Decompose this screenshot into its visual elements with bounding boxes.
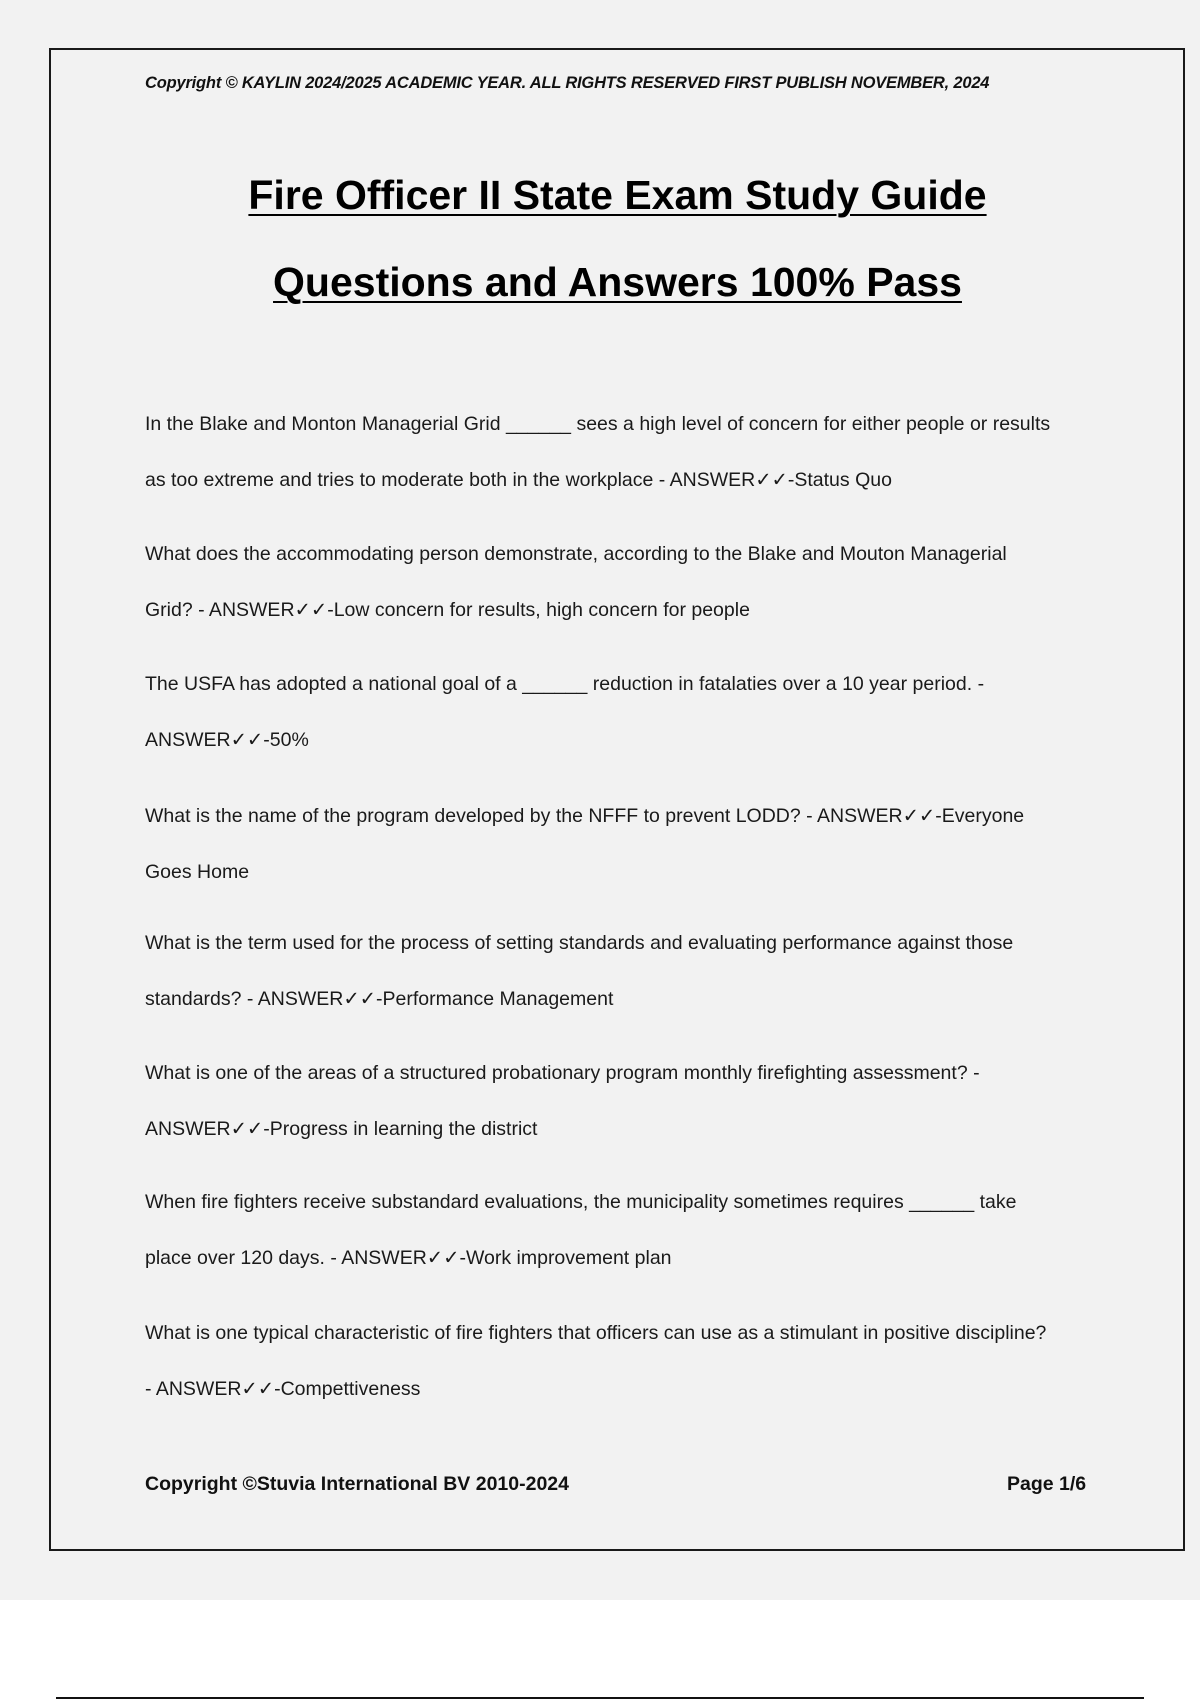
question-text: What is the name of the program developed by the NFFF to prevent LODD? - ANSWER✓✓-Everyone [145,805,1025,827]
page-number: Page 1/6 [1007,1473,1087,1495]
answer-text: Grid? - ANSWER✓✓-Low concern for results, high concern for people [145,599,750,621]
footer-copyright: Copyright ©Stuvia International BV 2010-2024 [145,1473,569,1495]
answer-text: as too extreme and tries to moderate both in the workplace - ANSWER✓✓-Status Quo [145,469,892,491]
answer-text: Goes Home [145,861,250,883]
answer-text: - ANSWER✓✓-Compettiveness [145,1378,421,1400]
header-copyright: Copyright © KAYLIN 2024/2025 ACADEMIC YEAR. ALL RIGHTS RESERVED FIRST PUBLISH NOVEMBER, 2024 [145,74,990,92]
question-text: What is one of the areas of a structured probationary program monthly firefighting assessment? - [145,1062,980,1084]
answer-text: ANSWER✓✓-50% [145,729,309,751]
next-page-rule [56,1697,1144,1699]
question-text: What does the accommodating person demonstrate, according to the Blake and Mouton Managerial [145,543,1007,565]
answer-text: place over 120 days. - ANSWER✓✓-Work improvement plan [145,1247,672,1269]
question-text: When fire fighters receive substandard evaluations, the municipality sometimes requires ______ take [145,1191,1017,1213]
question-text: What is one typical characteristic of fire fighters that officers can use as a stimulant in positive discipline? [145,1322,1047,1344]
question-text: The USFA has adopted a national goal of a ______ reduction in fatalaties over a 10 year period. - [145,673,985,695]
question-text: In the Blake and Monton Managerial Grid ______ sees a high level of concern for either people or results [145,413,1051,435]
document-title-line-1: Fire Officer II State Exam Study Guide [248,172,987,218]
question-text: What is the term used for the process of setting standards and evaluating performance against those [145,932,1014,954]
answer-text: standards? - ANSWER✓✓-Performance Management [145,988,614,1010]
answer-text: ANSWER✓✓-Progress in learning the district [145,1118,538,1140]
document-title-line-2: Questions and Answers 100% Pass [273,259,962,305]
